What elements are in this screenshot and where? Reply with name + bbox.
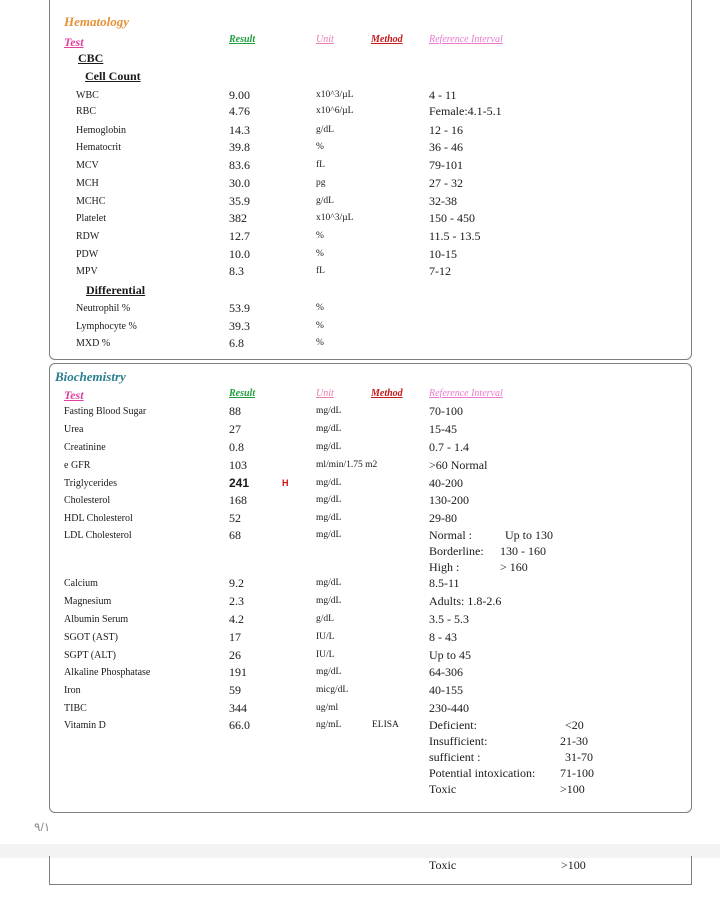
header-reference: Reference Interval [429,34,503,45]
reference-label: High : [429,560,460,574]
reference-interval: 7-12 [429,264,451,278]
unit: % [316,321,324,331]
result-value: 9.00 [229,88,250,102]
test-name: Albumin Serum [64,614,129,625]
result-value: 4.2 [229,612,244,626]
unit: % [316,231,324,241]
method: ELISA [372,720,399,730]
unit: ug/ml [316,703,339,713]
result-value: 30.0 [229,176,250,190]
result-value: 168 [229,493,247,507]
result-value: 103 [229,458,247,472]
continuation-label: Toxic [429,858,457,872]
test-name: Lymphocyte % [76,321,137,332]
test-name: Neutrophil % [76,303,131,314]
reference-value: 130 - 160 [500,544,546,558]
unit: x10^3/µL [316,90,354,100]
test-name: Platelet [76,213,106,224]
reference-interval: 0.7 - 1.4 [429,440,469,454]
reference-interval: 40-200 [429,476,463,490]
hematology-section [49,0,692,360]
unit: mg/dL [316,424,342,434]
reference-interval: 8 - 43 [429,630,457,644]
test-name: Calcium [64,578,98,589]
result-value: 6.8 [229,336,244,350]
page-number: ۹/۱ [34,820,51,834]
page2-frame [49,856,692,885]
test-name: SGPT (ALT) [64,650,116,661]
result-value: 52 [229,511,241,525]
test-name: Hematocrit [76,142,121,153]
unit: % [316,142,324,152]
test-name: Fasting Blood Sugar [64,406,147,417]
unit: pg [316,178,326,188]
test-name: Urea [64,424,84,435]
unit: g/dL [316,196,334,206]
reference-label: Deficient: [429,718,477,732]
unit: % [316,249,324,259]
result-value: 35.9 [229,194,250,208]
unit: mg/dL [316,406,342,416]
unit: mg/dL [316,495,342,505]
reference-label: Toxic [429,782,457,796]
reference-interval: Adults: 1.8-2.6 [429,594,502,608]
test-name: MPV [76,266,98,277]
result-value: 241 [229,476,250,490]
biochemistry-title: Biochemistry [55,369,126,384]
reference-value: Up to 130 [505,528,553,542]
test-name: RBC [76,106,97,117]
result-value: 191 [229,665,247,679]
reference-interval: 36 - 46 [429,140,463,154]
unit: mg/dL [316,530,342,540]
test-name: LDL Cholesterol [64,530,132,541]
reference-interval: 32-38 [429,194,457,208]
test-name: RDW [76,231,100,242]
reference-interval: 8.5-11 [429,576,460,590]
result-value: 53.9 [229,301,250,315]
unit: ng/mL [316,720,342,730]
cell-count-heading: Cell Count [85,69,141,83]
reference-interval: 12 - 16 [429,123,463,137]
reference-interval: 15-45 [429,422,457,436]
test-name: MXD % [76,338,111,349]
header-result: Result [229,34,256,45]
reference-value: 31-70 [565,750,593,764]
result-value: 0.8 [229,440,244,454]
report-page-2 [0,858,720,924]
test-name: SGOT (AST) [64,632,118,643]
reference-interval: 70-100 [429,404,463,418]
bio-header-result: Result [229,388,256,399]
biochemistry-section [49,363,692,813]
unit: g/dL [316,125,334,135]
reference-value: >100 [560,782,585,796]
reference-interval: 130-200 [429,493,469,507]
reference-interval: 40-155 [429,683,463,697]
result-value: 382 [229,211,247,225]
unit: IU/L [316,650,335,660]
unit: x10^6/µL [316,106,354,116]
result-value: 39.3 [229,319,250,333]
high-flag: H [282,478,289,488]
unit: x10^3/µL [316,213,354,223]
bio-header-reference: Reference Interval [429,388,503,399]
test-name: Hemoglobin [76,125,126,136]
bio-header-method: Method [371,388,403,399]
result-value: 27 [229,422,241,436]
reference-interval: 230-440 [429,701,469,715]
reference-label: Borderline: [429,544,484,558]
test-name: MCV [76,160,99,171]
test-name: Iron [64,685,81,696]
reference-value: <20 [565,718,584,732]
reference-value: 21-30 [560,734,588,748]
result-value: 17 [229,630,241,644]
reference-interval: 29-80 [429,511,457,525]
reference-interval: 79-101 [429,158,463,172]
unit: fL [316,160,325,170]
unit: IU/L [316,632,335,642]
reference-interval: 11.5 - 13.5 [429,229,481,243]
test-name: Triglycerides [64,478,117,489]
unit: mg/dL [316,513,342,523]
result-value: 2.3 [229,594,244,608]
reference-interval: 64-306 [429,665,463,679]
reference-interval: 10-15 [429,247,457,261]
test-name: Alkaline Phosphatase [64,667,151,678]
unit: ml/min/1.75 m2 [316,460,378,470]
unit: mg/dL [316,578,342,588]
result-value: 68 [229,528,241,542]
reference-value: 71-100 [560,766,594,780]
bio-header-unit: Unit [316,388,334,399]
differential-heading: Differential [86,283,146,297]
reference-interval: Up to 45 [429,648,471,662]
result-value: 59 [229,683,241,697]
reference-interval: 4 - 11 [429,88,457,102]
result-value: 344 [229,701,247,715]
result-value: 83.6 [229,158,250,172]
reference-label: Normal : [429,528,472,542]
result-value: 14.3 [229,123,250,137]
test-name: PDW [76,249,99,260]
test-name: HDL Cholesterol [64,513,133,524]
test-name: WBC [76,90,99,101]
bio-header-test: Test [64,388,84,402]
reference-interval: >60 Normal [429,458,488,472]
test-name: Vitamin D [64,720,106,731]
unit: micg/dL [316,685,349,695]
reference-interval: 3.5 - 5.3 [429,612,469,626]
test-name: Creatinine [64,442,106,453]
unit: mg/dL [316,667,342,677]
unit: mg/dL [316,442,342,452]
reference-interval: 27 - 32 [429,176,463,190]
unit: mg/dL [316,478,342,488]
test-name: MCH [76,178,99,189]
test-name: MCHC [76,196,106,207]
test-name: Magnesium [64,596,112,607]
test-name: Cholesterol [64,495,111,506]
header-test: Test [64,35,84,49]
test-name: TIBC [64,703,87,714]
result-value: 88 [229,404,241,418]
unit: % [316,303,324,313]
unit: g/dL [316,614,334,624]
unit: % [316,338,324,348]
result-value: 66.0 [229,718,250,732]
result-value: 10.0 [229,247,250,261]
continuation-value: >100 [561,858,586,872]
reference-interval: 150 - 450 [429,211,475,225]
reference-label: Potential intoxication: [429,766,536,780]
hematology-title: Hematology [64,14,129,29]
unit: mg/dL [316,596,342,606]
reference-interval: Female:4.1-5.1 [429,104,502,118]
result-value: 39.8 [229,140,250,154]
unit: fL [316,266,325,276]
header-unit: Unit [316,34,334,45]
reference-label: sufficient : [429,750,481,764]
reference-value: > 160 [500,560,528,574]
result-value: 4.76 [229,104,250,118]
result-value: 26 [229,648,241,662]
result-value: 9.2 [229,576,244,590]
header-method: Method [371,34,403,45]
reference-label: Insufficient: [429,734,488,748]
result-value: 12.7 [229,229,250,243]
cbc-heading: CBC [78,51,104,65]
result-value: 8.3 [229,264,244,278]
test-name: e GFR [64,460,91,471]
